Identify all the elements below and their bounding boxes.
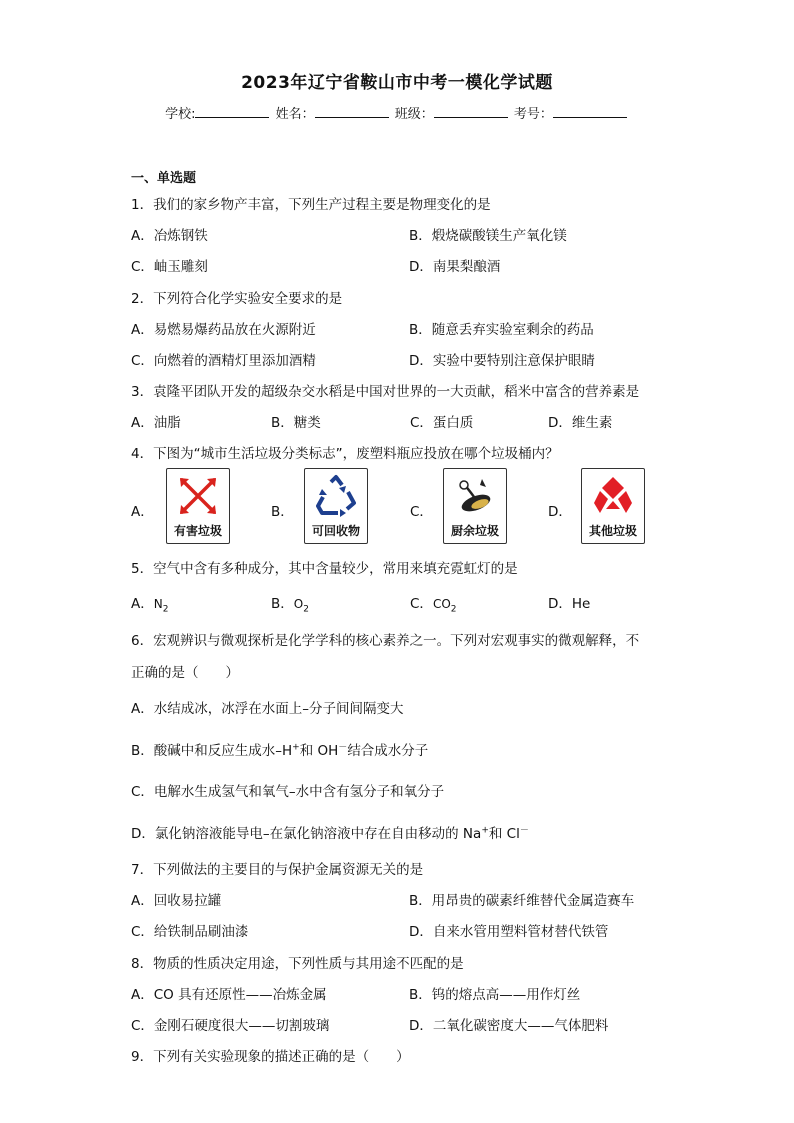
class-blank[interactable] <box>434 105 508 118</box>
q6-option-d-text1: D．氯化钠溶液能导电–在氯化钠溶液中存在自由移动的 Na <box>131 826 482 842</box>
other-waste-icon <box>590 473 636 519</box>
q7-option-c: C．给铁制品刷油漆 <box>131 924 249 940</box>
q4-option-b: B． <box>271 504 294 520</box>
q4-option-d: D． <box>548 504 572 520</box>
q2-option-a: A．易燃易爆药品放在火源附近 <box>131 322 316 338</box>
q6-option-c: C．电解水生成氢气和氧气–水中含有氢分子和氧分子 <box>131 784 445 800</box>
sign-b-label: 可回收物 <box>311 524 360 538</box>
q1-stem: 1．我们的家乡物产丰富，下列生产过程主要是物理变化的是 <box>131 197 491 213</box>
q5-option-a <box>131 592 168 615</box>
q5-option-c <box>410 592 457 615</box>
q7-stem: 7．下列做法的主要目的与保护金属资源无关的是 <box>131 862 424 878</box>
name-blank[interactable] <box>315 105 389 118</box>
q2-stem: 2．下列符合化学实验安全要求的是 <box>131 291 343 307</box>
q2-option-b: B．随意丢弃实验室剩余的药品 <box>409 322 594 338</box>
q8-option-c: C．金刚石硬度很大——切割玻璃 <box>131 1018 330 1034</box>
q3-option-c: C．蛋白质 <box>410 415 474 431</box>
q6-option-d-sup2: － <box>519 825 529 836</box>
kitchen-waste-sign <box>443 468 507 544</box>
q8-stem: 8．物质的性质决定用途，下列性质与其用途不匹配的是 <box>131 956 464 972</box>
q6-stem-line2: 正确的是（ ） <box>131 665 239 681</box>
q4-option-a: A． <box>131 504 154 520</box>
q5-option-b-formula: O <box>293 597 304 611</box>
school-label: 学校: <box>165 107 196 122</box>
recycle-icon <box>313 473 359 519</box>
q4-option-c: C． <box>410 504 433 520</box>
class-label: 班级： <box>394 107 434 122</box>
page-title: 2023年辽宁省鞍山市中考一模化学试题 <box>241 73 553 93</box>
q6-stem-line1: 6．宏观辨识与微观探析是化学学科的核心素养之一。下列对宏观事实的微观解释，不 <box>131 633 640 649</box>
q3-option-a: A．油脂 <box>131 415 181 431</box>
q5-option-a-sub: 2 <box>162 604 169 615</box>
sign-a-label: 有害垃圾 <box>173 524 222 538</box>
q5-option-c-letter: C． <box>410 596 433 612</box>
q7-option-a: A．回收易拉罐 <box>131 893 222 909</box>
sign-c-label: 厨余垃圾 <box>450 524 499 538</box>
q6-option-a: A．水结成冰，冰浮在水面上–分子间间隔变大 <box>131 701 404 717</box>
q6-option-d <box>131 822 529 842</box>
q8-option-a: A．CO 具有还原性——冶炼金属 <box>131 987 327 1003</box>
section-heading: 一、单选题 <box>131 171 197 186</box>
q5-option-c-formula: CO <box>432 597 451 611</box>
q6-option-b-text2: 和 OH <box>299 743 339 759</box>
q5-option-d: D．He <box>548 596 591 612</box>
q6-option-d-text2: 和 Cl <box>488 826 520 842</box>
q6-option-b <box>131 739 428 759</box>
student-info-line <box>0 103 794 122</box>
name-label: 姓名： <box>275 107 315 122</box>
q8-option-d: D．二氧化碳密度大——气体肥料 <box>409 1018 609 1034</box>
kitchen-waste-icon <box>452 473 498 519</box>
q8-option-b: B．钨的熔点高——用作灯丝 <box>409 987 581 1003</box>
q7-option-d: D．自来水管用塑料管材替代铁管 <box>409 924 609 940</box>
hazardous-waste-icon <box>175 473 221 519</box>
q6-option-b-text3: 结合成水分子 <box>347 743 429 759</box>
school-blank[interactable] <box>195 105 269 118</box>
q4-stem: 4．下图为“城市生活垃圾分类标志”，废塑料瓶应投放在哪个垃圾桶内？ <box>131 446 559 462</box>
q7-option-b: B．用昂贵的碳素纤维替代金属造赛车 <box>409 893 635 909</box>
hazardous-waste-sign <box>166 468 230 544</box>
exam-no-label: 考号： <box>513 107 553 122</box>
q2-option-d: D．实验中要特别注意保护眼睛 <box>409 353 595 369</box>
sign-d-label: 其他垃圾 <box>588 524 637 538</box>
q2-option-c: C．向燃着的酒精灯里添加酒精 <box>131 353 316 369</box>
q5-option-b-letter: B． <box>271 596 294 612</box>
q1-option-c: C．岫玉雕刻 <box>131 259 208 275</box>
q5-option-a-letter: A． <box>131 596 154 612</box>
q5-option-c-sub: 2 <box>450 604 457 615</box>
q5-stem: 5．空气中含有多种成分，其中含量较少，常用来填充霓虹灯的是 <box>131 561 518 577</box>
q5-option-b-sub: 2 <box>303 604 309 615</box>
q6-option-b-text1: B．酸碱中和反应生成水–H <box>131 743 293 759</box>
q6-option-b-sup2: － <box>338 742 348 753</box>
q5-option-a-formula: N <box>153 597 163 611</box>
exam-no-blank[interactable] <box>553 105 627 118</box>
recyclable-sign <box>304 468 368 544</box>
q6-option-d-sup1: + <box>481 825 489 836</box>
q3-option-d: D．维生素 <box>548 415 613 431</box>
q1-option-d: D．南果梨酿酒 <box>409 259 501 275</box>
q4-sign-options <box>0 468 794 548</box>
q6-option-b-sup1: + <box>292 742 300 753</box>
q1-option-a: A．冶炼钢铁 <box>131 228 208 244</box>
q3-option-b: B．糖类 <box>271 415 321 431</box>
q5-option-b <box>271 592 309 615</box>
other-waste-sign <box>581 468 645 544</box>
q3-stem: 3．袁隆平团队开发的超级杂交水稻是中国对世界的一大贡献，稻米中富含的营养素是 <box>131 384 640 400</box>
q1-option-b: B．煅烧碳酸镁生产氧化镁 <box>409 228 567 244</box>
q9-stem: 9．下列有关实验现象的描述正确的是（ ） <box>131 1049 410 1065</box>
